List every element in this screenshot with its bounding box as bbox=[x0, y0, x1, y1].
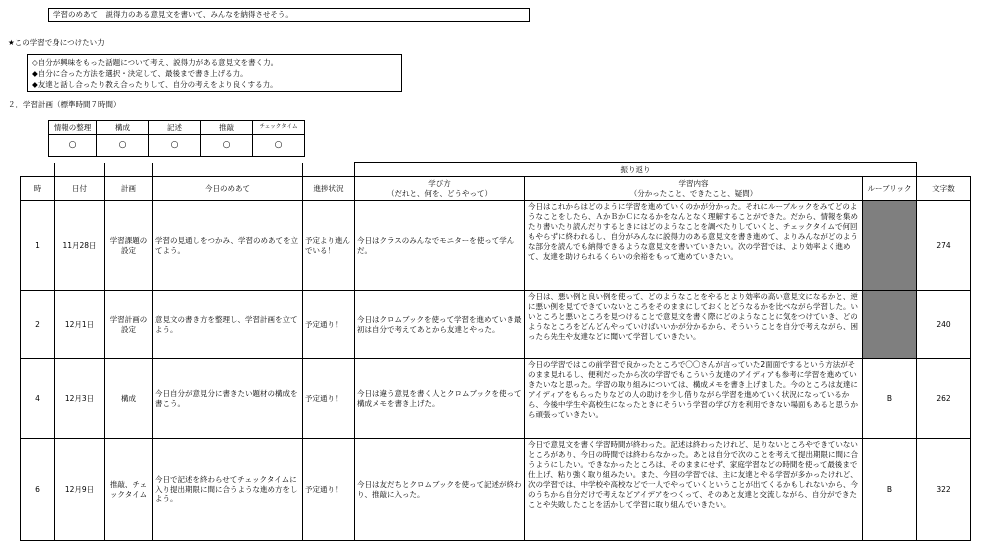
progress-cell: 予定通り！ bbox=[303, 439, 355, 541]
char-count-header: 文字数 bbox=[917, 177, 971, 201]
learning-method-header bbox=[355, 177, 525, 201]
period-cell: 1 bbox=[21, 201, 55, 291]
progress-header: 進捗状況 bbox=[303, 177, 355, 201]
chars-cell: 322 bbox=[917, 439, 971, 541]
chars-cell: 274 bbox=[917, 201, 971, 291]
learning-method-title: 学び方 bbox=[428, 179, 451, 189]
date-header: 日付 bbox=[55, 177, 105, 201]
period-cell: 2 bbox=[21, 291, 55, 359]
chars-cell: 240 bbox=[917, 291, 971, 359]
progress-cell: 予定通り！ bbox=[303, 359, 355, 439]
eval-header-check-time: チェックタイム bbox=[253, 121, 305, 135]
progress-cell: 予定通り！ bbox=[303, 291, 355, 359]
skill-item: ◇自分が興味をもった話題について考え、説得力がある意見文を書く力。 bbox=[32, 58, 279, 67]
eval-mark: ○ bbox=[201, 135, 253, 157]
skills-box bbox=[27, 54, 402, 92]
learning-method-subtitle: （だれと、何を、どうやって） bbox=[387, 188, 492, 198]
goal-cell: 学習の見通しをつかみ、学習のめあてを立てよう。 bbox=[153, 201, 303, 291]
goal-cell: 意見文の書き方を整理し、学習計画を立てよう。 bbox=[153, 291, 303, 359]
date-cell: 12月3日 bbox=[55, 359, 105, 439]
skill-item: ◆自分に合った方法を選択・決定して、最後まで書き上げる力。 bbox=[32, 69, 248, 78]
rubric-cell bbox=[863, 291, 917, 359]
skills-heading: ★この学習で身につけたい力 bbox=[8, 38, 105, 47]
rubric-cell bbox=[863, 201, 917, 291]
date-cell: 12月9日 bbox=[55, 439, 105, 541]
eval-mark: ○ bbox=[253, 135, 305, 157]
content-cell: 今日で意見文を書く学習時間が終わった。記述は終わったけれど、足りないところやできていないところがあり、今日の時間では終わらなかった。あとは自分で次のことを考えて提出期限に間に合うようにしたい。できなかったところは、そのままにせず、家庭学習などの時間を使って最後まで仕上げ、粘り強く取り組みたい。また、今回の学習では、主に友達とやる学習が多かったけれど、次の学習では、中学校や高校などで一人でやっていくということが出てくるかもしれないから、今のうちから自分だけで考えなどアイデアをつくって、そのあと友達と交流しながら、自分ができたことや失敗したことを活かして学習に取り組んでいきたい。 bbox=[525, 439, 863, 541]
plan-cell: 学習課題の設定 bbox=[105, 201, 153, 291]
eval-mark: ○ bbox=[49, 135, 97, 157]
period-cell: 4 bbox=[21, 359, 55, 439]
plan-header: 計画 bbox=[105, 177, 153, 201]
rubric-cell: B bbox=[863, 359, 917, 439]
goal-cell: 今日で記述を終わらせてチェックタイムに入り提出期限に間に合うような進め方をしよう。 bbox=[153, 439, 303, 541]
date-cell: 11月28日 bbox=[55, 201, 105, 291]
method-cell: 今日はクロムブックを使って学習を進めていき最初は自分で考えてあとから友達とやった。 bbox=[355, 291, 525, 359]
evaluation-table bbox=[48, 120, 305, 157]
goal-header: 今日のめあて bbox=[153, 177, 303, 201]
goal-cell: 今日自分が意見分に書きたい題材の構成を書こう。 bbox=[153, 359, 303, 439]
eval-mark: ○ bbox=[149, 135, 201, 157]
period-header: 時 bbox=[21, 177, 55, 201]
content-cell: 今日はこれからはどのように学習を進めていくのかが分かった。それにルーブルックをみてどのようなことをしたら、ＡかＢかＣになるかをなんとなく理解することができた。だから、情報を集めたり書いたり読んだりするときにはどのようなことを調べたりしていくと、チェックタイムで何回もやらずに終われるし、自分がみんなに説得力のある意見文を書き進めて、よりみんながどのような部分を読んでも納得できるような意見文を書いていきたい。次の学習では、より効率よく進めて、友達を助けられるくらいの余裕をもって進めていきたい。 bbox=[525, 201, 863, 291]
period-cell: 6 bbox=[21, 439, 55, 541]
rubric-header: ルーブリック bbox=[863, 177, 917, 201]
plan-heading: ２．学習計画（標準時間７時間） bbox=[8, 100, 121, 109]
method-cell: 今日は違う意見を書く人とクロムブックを使って構成メモを書き上げた。 bbox=[355, 359, 525, 439]
date-cell: 12月1日 bbox=[55, 291, 105, 359]
rubric-cell: B bbox=[863, 439, 917, 541]
learning-content-subtitle: （分かったこと、できたこと、疑問） bbox=[629, 188, 758, 198]
eval-mark: ○ bbox=[97, 135, 149, 157]
skill-item: ◆友達と話し合ったり教え合ったりして、自分の考えをより良くする力。 bbox=[32, 80, 278, 89]
method-cell: 今日はクラスのみんなでモニターを使って学んだ。 bbox=[355, 201, 525, 291]
reflection-header: 振り返り bbox=[355, 163, 917, 177]
eval-header-writing: 記述 bbox=[149, 121, 201, 135]
content-cell: 今日の学習ではこの前学習で良かったところで〇〇さんが言っていた2面面でするという方法がそのまま見れるし、便利だったから次の学習でもこういう友達のアイディアも参考に学習を進めていきたいなと思った。学習の取り組みについては、構成メモを書き上げました。今のところは友達にアイディアをもらったりなどの人の助けを少し借りながら学習を進めていく状況になっているから、今後中学生や高校生になったときにそういう学習の学び方を利用できない場面もあると思うから頑張っていきたい。 bbox=[525, 359, 863, 439]
plan-cell: 推敲、チェックタイム bbox=[105, 439, 153, 541]
method-cell: 今日は友だちとクロムブックを使って記述が終わり、推敲に入った。 bbox=[355, 439, 525, 541]
plan-cell: 構成 bbox=[105, 359, 153, 439]
eval-header-organize: 情報の整理 bbox=[49, 121, 97, 135]
progress-cell: 予定より進んでいる！ bbox=[303, 201, 355, 291]
eval-header-revise: 推敲 bbox=[201, 121, 253, 135]
reflection-table bbox=[20, 162, 971, 541]
lesson-goal: 学習のめあて 説得力のある意見文を書いて、みんなを納得させそう。 bbox=[48, 8, 530, 22]
content-cell: 今日は、悪い例と良い例を使って、どのようなことをやるとより効率の高い意見文になるかと、逆に悪い例を見てできていないところをそのままにしておくとどうなるかを比べながら学習した。いいところと悪いところを見つけることで意見文を書く際にどのようなことに気をつけていき、どのようなところをどんどんやっていけばいいかが分かるから、そういうことを自分で考えながら、困ったら先生や友達などに聞いて学習していきたい。 bbox=[525, 291, 863, 359]
plan-cell: 学習計画の設定 bbox=[105, 291, 153, 359]
chars-cell: 262 bbox=[917, 359, 971, 439]
eval-header-structure: 構成 bbox=[97, 121, 149, 135]
learning-content-title: 学習内容 bbox=[678, 179, 709, 189]
learning-content-header bbox=[525, 177, 863, 201]
